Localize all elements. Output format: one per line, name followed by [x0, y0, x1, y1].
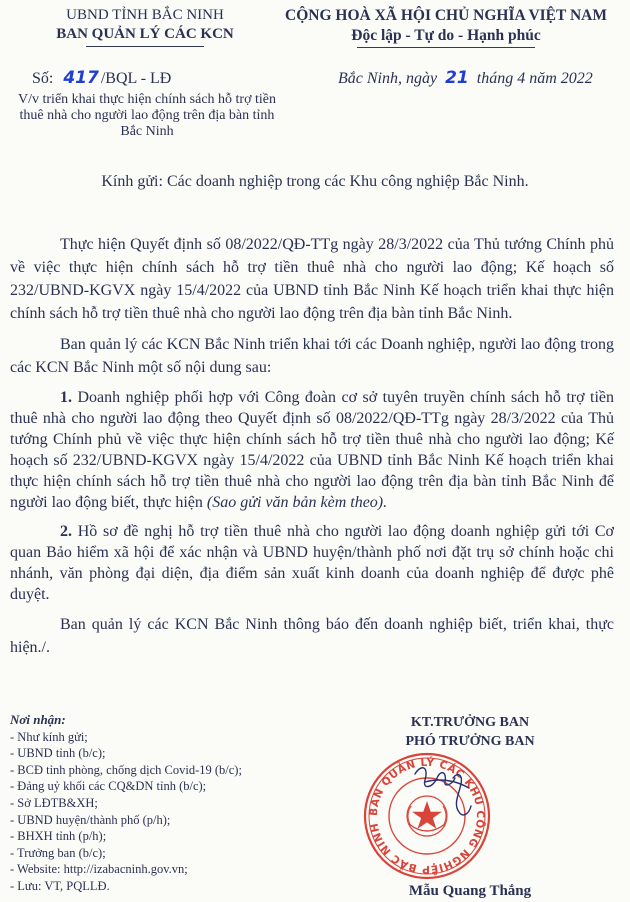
org-underline [86, 46, 204, 47]
list-item: - Lưu: VT, PQLLĐ. [10, 878, 110, 893]
list-item: - Như kính gửi; [10, 729, 88, 744]
list-item: - Trưởng ban (b/c); [10, 845, 106, 860]
item-1-text: Doanh nghiệp phối hợp với Công đoàn cơ sở tuyên truyền chính sách hỗ trợ tiền thuê nhà cho người lao động theo Quyết định số 08/2022/QĐ-TTg ngày 28/3/2022 của Thủ tướng Chính phủ về việc thực hiện chính sách hỗ trợ tiền thuê nhà cho người lao động; Kế hoạch số 232/UBND-KGVX ngày 15/4/2022 của UBND tỉnh Bắc Ninh Kế hoạch triển khai thực hiện chính sách hỗ trợ tiền thuê nhà cho người lao động trên địa bàn tỉnh Bắc Ninh để người lao động biết, thực hiện [10, 389, 615, 511]
date-prefix: Bắc Ninh, ngày [338, 70, 438, 87]
signature-title-2: PHÓ TRƯỞNG BAN [405, 734, 535, 749]
org-name: BAN QUẢN LÝ CÁC KCN [56, 26, 234, 42]
issuing-authority [0, 6, 290, 47]
national-motto: Độc lập - Tự do - Hạnh phúc [351, 27, 541, 44]
document-date [338, 68, 593, 88]
list-item: - BHXH tỉnh (p/h); [10, 829, 107, 844]
document-number [32, 68, 171, 88]
document-body [10, 233, 614, 667]
recipient-line: Kính gửi: Các doanh nghiệp trong các Khu công nghiệp Bắc Ninh. [101, 173, 529, 190]
doc-number-prefix: Số: [32, 70, 54, 87]
doc-number-handwritten: 417 [63, 68, 99, 88]
signer-name: Mẫu Quang Thắng [408, 883, 532, 899]
parent-org: UBND TỈNH BẮC NINH [66, 7, 224, 23]
nation-name: CỘNG HOÀ XÃ HỘI CHỦ NGHĨA VIỆT NAM [285, 7, 607, 24]
item-1-number: 1. [60, 389, 72, 406]
doc-number-suffix: /BQL - LĐ [100, 70, 172, 87]
national-header [262, 6, 630, 48]
signature-title-1: KT.TRƯỞNG BAN [410, 715, 530, 730]
list-item: - Sở LĐTB&XH; [10, 795, 98, 810]
paragraph-item-2 [10, 521, 614, 605]
list-item: - UBND tỉnh (b/c); [10, 746, 106, 761]
motto-underline [357, 47, 535, 48]
paragraph-1: Thực hiện Quyết định số 08/2022/QĐ-TTg ngày 28/3/2022 của Thủ tướng Chính phủ về việc thực hiện chính sách hỗ trợ tiền thuê nhà cho người lao động; Kế hoạch số 232/UBND-KGVX ngày 15/4/2022 của UBND tỉnh Bắc Ninh Kế hoạch triển khai thực hiện chính sách hỗ trợ tiền thuê nhà cho người lao động trên địa bàn tỉnh Bắc Ninh. [10, 236, 614, 322]
recipients-list [10, 712, 310, 895]
list-item: - Đảng uỷ khối các CQ&DN tỉnh (b/c); [10, 779, 207, 794]
document-subject: V/v triển khai thực hiện chính sách hỗ trợ tiền thuê nhà cho người lao động trên địa bàn tỉnh Bắc Ninh [18, 92, 276, 139]
date-suffix: tháng 4 năm 2022 [476, 70, 593, 87]
signature-title [330, 713, 610, 751]
paragraph-2: Ban quản lý các KCN Bắc Ninh triển khai tới các Doanh nghiệp, người lao động trong các KCN Bắc Ninh một số nội dung sau: [10, 336, 614, 376]
paragraph-closing: Ban quản lý các KCN Bắc Ninh thông báo đến doanh nghiệp biết, triển khai, thực hiện./. [10, 616, 614, 656]
paragraph-item-1 [10, 387, 614, 513]
list-item: - Website: http://izabacninh.gov.vn; [10, 862, 188, 877]
stamp-seal-icon [357, 752, 497, 880]
item-2-number: 2. [60, 523, 72, 540]
recipients-title: Nơi nhận: [10, 712, 66, 727]
item-2-text: Hồ sơ đề nghị hỗ trợ tiền thuê nhà cho người lao động doanh nghiệp gửi tới Cơ quan Bảo hiểm xã hội để xác nhận và UBND huyện/thành phố nơi đặt trụ sở chính hoặc chi nhánh, văn phòng đại diện, địa điểm sản xuất kinh doanh của doanh nghiệp để được phê duyệt. [10, 523, 615, 603]
stamp-ring-text: BAN QUẢN LÝ CÁC KHU CÔNG NGHIỆP BẮC NINH [367, 756, 487, 876]
date-day-handwritten: 21 [445, 68, 469, 88]
official-stamp [357, 752, 497, 885]
list-item: - UBND huyện/thành phố (p/h); [10, 812, 171, 827]
list-item: - BCĐ tỉnh phòng, chống dịch Covid-19 (b/c); [10, 762, 242, 777]
item-1-note: (Sao gửi văn bản kèm theo). [206, 494, 388, 511]
